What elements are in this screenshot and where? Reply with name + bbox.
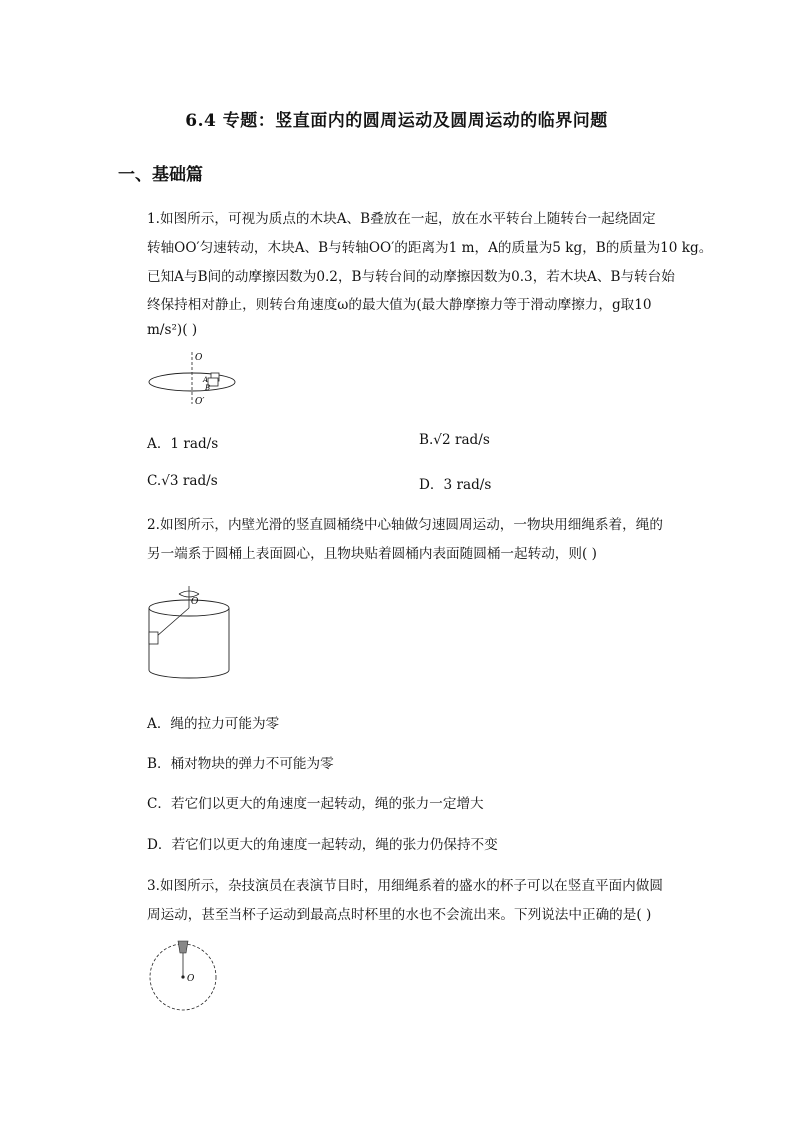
- q2-cylinder-figure: [143, 584, 239, 684]
- q1-label-a: A: [203, 376, 209, 384]
- q1-line-5: m/s²)( ): [147, 322, 198, 338]
- q1-turntable-figure: [145, 346, 245, 408]
- section-heading: 一、基础篇: [118, 165, 203, 185]
- q2-option-d: D．若它们以更大的角速度一起转动，绳的张力仍保持不变: [147, 837, 498, 853]
- q2-label-o: O: [191, 597, 199, 607]
- q1-option-b: B.√2 rad/s: [419, 432, 490, 448]
- q1-line-2: 转轴OO′匀速转动，木块A、B与转轴OO′的距离为1 m，A的质量为5 kg，B的质量为10 kg。: [147, 240, 713, 256]
- q2-option-a: A．绳的拉力可能为零: [147, 716, 280, 732]
- q2-line-2: 另一端系于圆桶上表面圆心，且物块贴着圆桶内表面随圆桶一起转动，则( ): [147, 546, 597, 562]
- q1-label-b: B: [205, 384, 211, 392]
- q3-vertical-circle-figure: [146, 937, 222, 1015]
- q1-option-a: A．1 rad/s: [147, 436, 219, 452]
- q2-line-1: 2.如图所示，内壁光滑的竖直圆桶绕中心轴做匀速圆周运动，一物块用细绳系着，绳的: [147, 517, 663, 533]
- q3-line-1: 3.如图所示，杂技演员在表演节目时，用细绳系着的盛水的杯子可以在竖直平面内做圆: [147, 878, 663, 894]
- q2-option-c: C．若它们以更大的角速度一起转动，绳的张力一定增大: [147, 796, 484, 812]
- q3-label-o: O: [187, 974, 195, 984]
- q1-line-3: 已知A与B间的动摩擦因数为0.2，B与转台间的动摩擦因数为0.3，若木块A、B与转台始: [147, 269, 675, 285]
- q1-option-d: D．3 rad/s: [419, 477, 492, 493]
- q1-line-4: 终保持相对静止，则转台角速度ω的最大值为(最大静摩擦力等于滑动摩擦力，g取10: [147, 297, 652, 313]
- q1-label-o: O: [195, 353, 203, 363]
- q3-line-2: 周运动，甚至当杯子运动到最高点时杯里的水也不会流出来。下列说法中正确的是( ): [147, 907, 652, 923]
- page-title: 6.4 专题：竖直面内的圆周运动及圆周运动的临界问题: [185, 111, 608, 131]
- q1-line-1: 1.如图所示，可视为质点的木块A、B叠放在一起，放在水平转台上随转台一起绕固定: [147, 211, 656, 227]
- q2-option-b: B．桶对物块的弹力不可能为零: [147, 756, 334, 772]
- q1-option-c: C.√3 rad/s: [147, 473, 218, 489]
- q1-label-o-prime: O′: [195, 397, 205, 407]
